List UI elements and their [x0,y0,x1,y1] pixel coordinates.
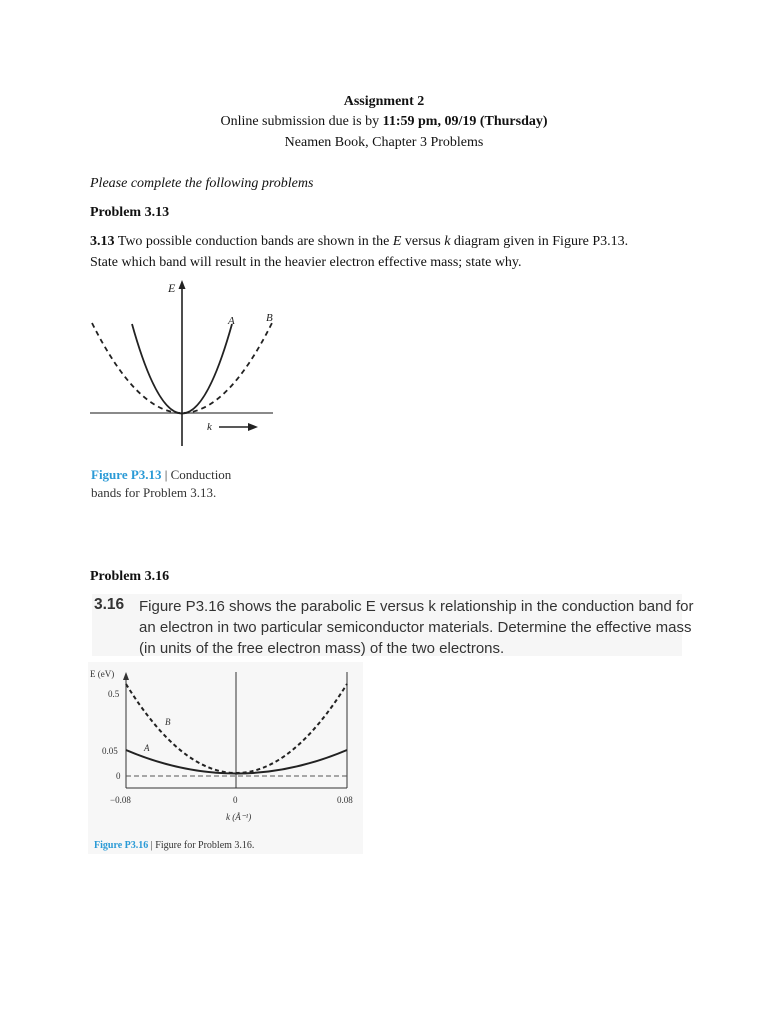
figure-p316-caption [94,840,254,851]
problem-313-line-1 [90,234,628,250]
y-tick-005: 0.05 [102,746,118,756]
symbol-e: E [392,234,402,249]
x-tick-mid: 0 [233,795,238,805]
problem-316-heading: Problem 3.16 [90,569,170,584]
e-axis-arrowhead [179,280,186,289]
k-axis-label: k [207,421,212,433]
problem-316-text [139,596,694,659]
band-b-label: B [165,717,171,727]
text-run: versus [401,234,445,249]
due-line [0,114,768,130]
assignment-title: Assignment 2 [343,94,425,109]
y-axis-label: E (eV) [90,669,115,679]
figure-p316 [88,662,363,854]
caption-text: | Figure for Problem 3.16. [148,840,255,851]
text-run: Two possible conduction bands are shown in the [114,234,393,249]
figure-p313-caption [91,466,231,502]
figure-p313 [86,278,286,453]
band-a-label: A [144,743,150,753]
k-direction-arrowhead [248,423,258,431]
caption-separator: | [161,467,171,482]
symbol-k: k [444,234,451,249]
intro-text: Please complete the following problems [90,176,314,191]
e-axis-label: E [168,281,176,295]
x-tick-right: 0.08 [337,795,353,805]
caption-text: Conduction [170,467,232,482]
band-a-label: A [228,315,235,327]
problem-316-line-2: an electron in two particular semiconductor materials. Determine the effective mass [139,619,692,636]
problem-313-line-2: State which band will result in the heavier electron effective mass; state why. [90,255,522,270]
problem-316-number: 3.16 [94,596,125,613]
caption-text: bands for Problem 3.13. [91,485,217,500]
text-run: diagram given in Figure P3.13. [450,234,629,249]
problem-313-number: 3.13 [90,234,115,249]
problem-316-line-1: Figure P3.16 shows the parabolic E versus k relationship in the conduction band for [139,598,694,615]
x-axis-label: k (Å⁻¹) [226,812,252,822]
due-date: 11:59 pm, 09/19 (Thursday) [382,114,548,129]
x-tick-left: −0.08 [110,795,131,805]
book-line: Neamen Book, Chapter 3 Problems [284,135,484,150]
caption-label: Figure P3.13 [91,467,162,482]
problem-313-heading: Problem 3.13 [90,205,170,220]
problem-316-statement [92,594,694,657]
y-tick-05: 0.5 [108,689,120,699]
caption-label: Figure P3.16 [94,840,149,851]
problem-316-line-3: (in units of the free electron mass) of the two electrons. [139,640,505,657]
band-b-label: B [266,312,273,324]
due-prefix: Online submission due is by [220,114,383,129]
y-tick-0: 0 [116,771,121,781]
